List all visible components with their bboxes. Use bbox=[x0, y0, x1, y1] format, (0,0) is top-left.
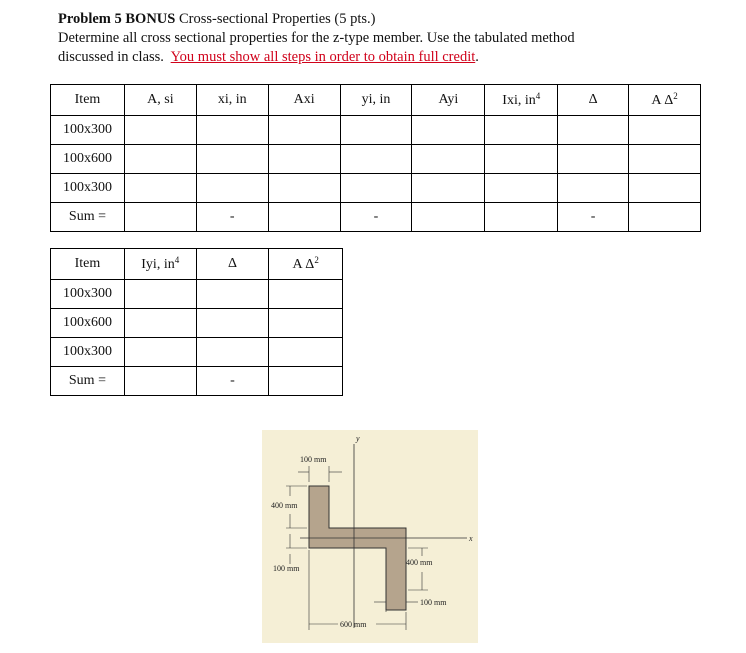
problem-line-2: Determine all cross sectional properties for the z-type member. Use the tabulated method bbox=[58, 30, 575, 46]
header-iyi bbox=[124, 249, 196, 280]
table-cell[interactable] bbox=[269, 280, 343, 309]
sum-row bbox=[51, 367, 343, 396]
table-cell[interactable] bbox=[629, 174, 701, 203]
row-item-label: 100x600 bbox=[51, 145, 125, 174]
table-cell[interactable] bbox=[629, 203, 701, 232]
table-cell[interactable] bbox=[196, 280, 269, 309]
header-a-delta-sq bbox=[629, 85, 701, 116]
header-a-delta-label: A Δ bbox=[292, 257, 315, 272]
header-delta: Δ bbox=[558, 85, 629, 116]
table-cell[interactable] bbox=[124, 309, 196, 338]
table-row bbox=[51, 309, 343, 338]
header-a-delta-label: A Δ bbox=[651, 93, 674, 108]
row-item-label: 100x300 bbox=[51, 338, 125, 367]
credit-period: . bbox=[475, 49, 479, 65]
dim-bottom-flange-label: 100 mm bbox=[420, 598, 447, 607]
row-item-label: 100x300 bbox=[51, 280, 125, 309]
x-properties-table bbox=[50, 84, 701, 232]
header-xi: xi, in bbox=[196, 85, 268, 116]
table-cell[interactable] bbox=[412, 116, 485, 145]
row-item-label: 100x600 bbox=[51, 309, 125, 338]
header-ixi-label: Ixi, in bbox=[502, 93, 536, 108]
table-cell[interactable] bbox=[124, 116, 196, 145]
header-a-delta-sup: 2 bbox=[314, 255, 319, 265]
header-iyi-label: Iyi, in bbox=[141, 257, 175, 272]
problem-statement bbox=[58, 10, 728, 67]
table-cell[interactable] bbox=[268, 203, 340, 232]
dash-cell: - bbox=[340, 203, 412, 232]
table-cell[interactable] bbox=[558, 174, 629, 203]
z-section-drawing bbox=[262, 430, 478, 643]
table-cell[interactable] bbox=[269, 309, 343, 338]
table-cell[interactable] bbox=[124, 145, 196, 174]
problem-line-3-text: discussed in class. bbox=[58, 49, 164, 65]
table-cell[interactable] bbox=[124, 338, 196, 367]
header-ayi: Ayi bbox=[412, 85, 485, 116]
header-axi: Axi bbox=[268, 85, 340, 116]
table-row bbox=[51, 174, 701, 203]
table-cell[interactable] bbox=[196, 116, 268, 145]
sum-label: Sum = bbox=[51, 203, 125, 232]
row-item-label: 100x300 bbox=[51, 116, 125, 145]
header-yi: yi, in bbox=[340, 85, 412, 116]
header-a-delta-sup: 2 bbox=[673, 91, 678, 101]
table-cell[interactable] bbox=[124, 367, 196, 396]
table-cell[interactable] bbox=[268, 145, 340, 174]
table-cell[interactable] bbox=[558, 116, 629, 145]
table-cell[interactable] bbox=[269, 338, 343, 367]
table-cell[interactable] bbox=[485, 116, 558, 145]
table-cell[interactable] bbox=[412, 203, 485, 232]
table-cell[interactable] bbox=[340, 116, 412, 145]
table-cell[interactable] bbox=[124, 280, 196, 309]
header-item: Item bbox=[51, 249, 125, 280]
header-ixi-sup: 4 bbox=[535, 91, 541, 101]
header-delta: Δ bbox=[196, 249, 269, 280]
table-cell[interactable] bbox=[412, 174, 485, 203]
dash-cell: - bbox=[558, 203, 629, 232]
problem-title bbox=[58, 10, 728, 29]
z-section-shape bbox=[309, 486, 406, 610]
table-cell[interactable] bbox=[269, 367, 343, 396]
table-header-row bbox=[51, 249, 343, 280]
z-section-figure bbox=[262, 430, 478, 643]
table-cell[interactable] bbox=[196, 309, 269, 338]
header-iyi-sup: 4 bbox=[174, 255, 180, 265]
dim-total-width-label: 600 mm bbox=[340, 620, 367, 629]
row-item-label: 100x300 bbox=[51, 174, 125, 203]
table-row bbox=[51, 145, 701, 174]
table-header-row bbox=[51, 85, 701, 116]
dash-cell: - bbox=[196, 203, 268, 232]
dim-right-height-label: 400 mm bbox=[406, 558, 433, 567]
table-row bbox=[51, 280, 343, 309]
dim-top-width-label: 100 mm bbox=[300, 455, 327, 464]
dim-left-height-label: 400 mm bbox=[271, 501, 298, 510]
table-cell[interactable] bbox=[196, 338, 269, 367]
problem-title-bold: Problem 5 BONUS bbox=[58, 11, 176, 27]
problem-title-rest: Cross-sectional Properties (5 pts.) bbox=[175, 11, 376, 27]
table-row bbox=[51, 116, 701, 145]
y-properties-table bbox=[50, 248, 343, 396]
dash-cell: - bbox=[196, 367, 269, 396]
problem-line-3 bbox=[58, 48, 728, 67]
table-cell[interactable] bbox=[485, 174, 558, 203]
table-cell[interactable] bbox=[558, 145, 629, 174]
table-cell[interactable] bbox=[268, 116, 340, 145]
table-cell[interactable] bbox=[485, 145, 558, 174]
table-cell[interactable] bbox=[124, 174, 196, 203]
header-a-delta-sq bbox=[269, 249, 343, 280]
table-cell[interactable] bbox=[196, 145, 268, 174]
dim-web-thickness-label: 100 mm bbox=[273, 564, 300, 573]
credit-note: You must show all steps in order to obtain full credit bbox=[170, 49, 476, 65]
table-cell[interactable] bbox=[485, 203, 558, 232]
y-axis-label: y bbox=[356, 434, 360, 443]
table-cell[interactable] bbox=[340, 174, 412, 203]
header-item: Item bbox=[51, 85, 125, 116]
x-axis-label: x bbox=[469, 534, 473, 543]
sum-label: Sum = bbox=[51, 367, 125, 396]
sum-row bbox=[51, 203, 701, 232]
table-cell[interactable] bbox=[124, 203, 196, 232]
table-cell[interactable] bbox=[412, 145, 485, 174]
table-cell[interactable] bbox=[196, 174, 268, 203]
table-cell[interactable] bbox=[340, 145, 412, 174]
header-ixi bbox=[485, 85, 558, 116]
header-area: A, si bbox=[124, 85, 196, 116]
table-cell[interactable] bbox=[629, 145, 701, 174]
table-cell[interactable] bbox=[629, 116, 701, 145]
table-row bbox=[51, 338, 343, 367]
table-cell[interactable] bbox=[268, 174, 340, 203]
